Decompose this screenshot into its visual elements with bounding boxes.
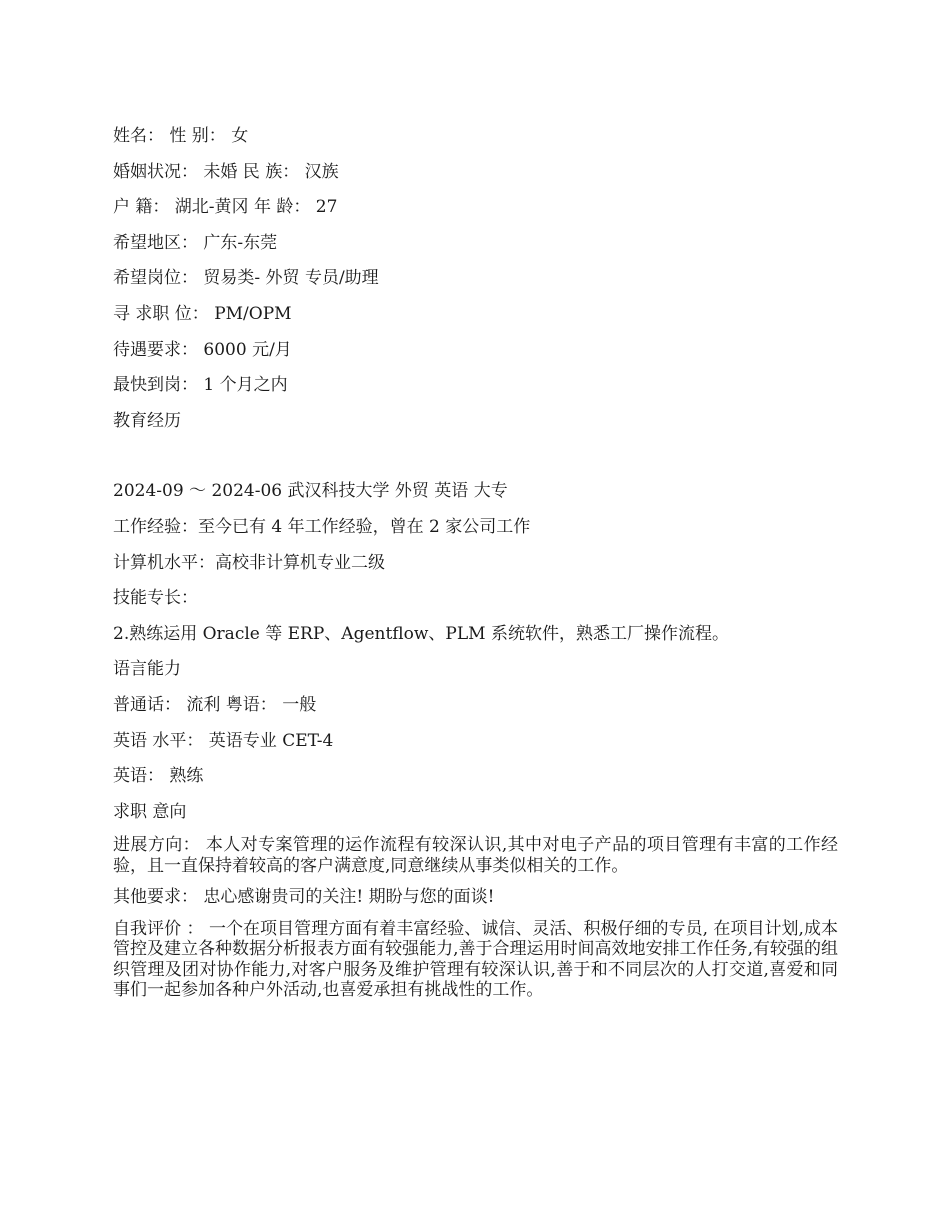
language-english: 英语： 熟练 [113, 766, 204, 787]
section-spacer [113, 444, 838, 479]
computer-level: 计算机水平：高校非计算机专业二级 [113, 552, 385, 573]
other-requirements: 其他要求： 忠心感谢贵司的关注! 期盼与您的面谈! [113, 887, 495, 908]
career-direction: 进展方向： 本人对专案管理的运作流程有较深认识,其中对电子产品的项目管理有丰富的工作经验，且一直保持着较高的客户满意度,同意继续从事类似相关的工作。 [113, 835, 838, 876]
profile-hukou-age: 户 籍： 湖北-黄冈 年 龄： 27 [113, 197, 338, 218]
language-heading: 语言能力 [113, 659, 181, 680]
language-mandarin-cantonese: 普通话： 流利 粤语： 一般 [113, 694, 317, 715]
self-evaluation: 自我评价 ： 一个在项目管理方面有着丰富经验、诚信、灵活、积极仔细的专员, 在项目计划,成本管控及建立各种数据分析报表方面有较强能力,善于合理运用时间高效地安排工作任务,有较强的组织管理及团对协作能力,对客户服务及维护管理有较深认识,善于和不同层次的人打交道,喜爱和同事们一起参加各种户外活动,也喜爱承担有挑战性的工作。 [113, 918, 838, 1001]
intention-heading: 求职 意向 [113, 801, 187, 822]
education-heading: 教育经历 [113, 410, 181, 431]
profile-marital-ethnicity: 婚姻状况： 未婚 民 族： 汉族 [113, 161, 339, 182]
resume-document [113, 124, 838, 1012]
profile-job-sought: 寻 求职 位： PM/OPM [113, 303, 292, 324]
profile-salary: 待遇要求： 6000 元/月 [113, 339, 292, 360]
profile-availability: 最快到岗： 1 个月之内 [113, 375, 288, 396]
work-experience: 工作经验：至今已有 4 年工作经验，曾在 2 家公司工作 [113, 516, 531, 537]
education-entry: 2024-09 ～ 2024-06 武汉科技大学 外贸 英语 大专 [113, 481, 508, 502]
profile-desired-position: 希望岗位： 贸易类- 外贸 专员/助理 [113, 268, 379, 289]
profile-name-gender: 姓名： 性 别： 女 [113, 126, 249, 146]
skills-heading: 技能专长： [113, 588, 198, 609]
profile-desired-region: 希望地区： 广东-东莞 [113, 232, 278, 253]
language-english-level: 英语 水平： 英语专业 CET-4 [113, 730, 334, 751]
skills-item: 2.熟练运用 Oracle 等 ERP、Agentflow、PLM 系统软件，熟悉工厂操作流程。 [113, 623, 729, 644]
